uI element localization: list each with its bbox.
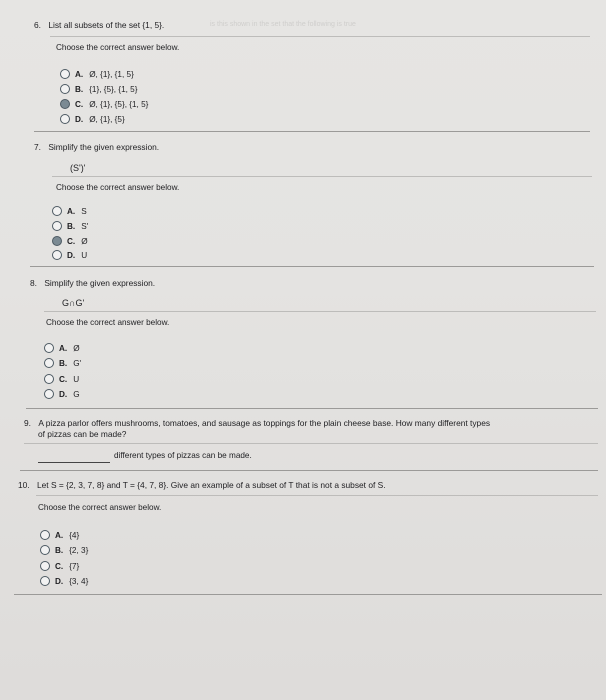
radio-button[interactable] bbox=[44, 389, 54, 399]
option-letter: C. bbox=[59, 374, 68, 384]
divider bbox=[24, 443, 598, 444]
radio-button[interactable] bbox=[60, 69, 70, 79]
bleed-through-text: is this shown in the set that the following is true bbox=[210, 21, 356, 28]
radio-button[interactable] bbox=[40, 576, 50, 586]
radio-button[interactable] bbox=[52, 221, 62, 231]
divider bbox=[26, 408, 598, 409]
option-letter: D. bbox=[59, 389, 68, 399]
option-text: {1}, {5}, {1, 5} bbox=[89, 84, 138, 94]
question-8-text: Simplify the given expression. bbox=[44, 278, 156, 288]
option-text: Ø, {1}, {5}, {1, 5} bbox=[89, 99, 149, 109]
question-6-number: 6. bbox=[34, 20, 41, 30]
radio-button[interactable] bbox=[60, 114, 70, 124]
question-8-prompt bbox=[30, 278, 155, 288]
question-7-prompt bbox=[34, 142, 159, 152]
radio-button[interactable] bbox=[40, 530, 50, 540]
question-9-text-line-2: of pizzas can be made? bbox=[38, 429, 127, 439]
question-10-text: Let S = {2, 3, 7, 8} and T = {4, 7, 8}. Give an example of a subset of T that is not a subset of S. bbox=[36, 480, 386, 490]
question-7-option-b[interactable] bbox=[52, 221, 88, 231]
question-9-answer-suffix: different types of pizzas can be made. bbox=[114, 451, 252, 460]
question-8-instruction: Choose the correct answer below. bbox=[46, 318, 170, 327]
option-text: U bbox=[73, 374, 80, 384]
radio-button[interactable] bbox=[60, 99, 70, 109]
option-letter: B. bbox=[59, 358, 68, 368]
option-letter: D. bbox=[67, 250, 76, 260]
question-6-option-b[interactable] bbox=[60, 84, 137, 94]
option-letter: A. bbox=[75, 69, 84, 79]
question-9-prompt bbox=[24, 418, 594, 429]
radio-button[interactable] bbox=[44, 374, 54, 384]
radio-button[interactable] bbox=[40, 545, 50, 555]
radio-button[interactable] bbox=[60, 84, 70, 94]
option-letter: A. bbox=[59, 343, 68, 353]
divider bbox=[14, 594, 602, 595]
divider bbox=[52, 176, 592, 177]
question-8-option-b[interactable] bbox=[44, 358, 81, 368]
question-10-number: 10. bbox=[18, 480, 30, 490]
option-text: {2, 3} bbox=[69, 545, 89, 555]
question-10-prompt bbox=[18, 480, 386, 490]
question-9-answer-input[interactable] bbox=[38, 462, 110, 463]
option-text: Ø bbox=[81, 236, 88, 246]
radio-button[interactable] bbox=[44, 358, 54, 368]
radio-button[interactable] bbox=[40, 561, 50, 571]
option-text: {4} bbox=[69, 530, 80, 540]
option-text: Ø bbox=[73, 343, 80, 353]
question-6-option-c[interactable] bbox=[60, 99, 148, 109]
option-text: S bbox=[81, 206, 87, 216]
question-7-option-d[interactable] bbox=[52, 250, 87, 260]
option-letter: B. bbox=[75, 84, 84, 94]
question-8-option-a[interactable] bbox=[44, 343, 80, 353]
divider bbox=[30, 266, 594, 267]
option-letter: D. bbox=[75, 114, 84, 124]
question-10-option-b[interactable] bbox=[40, 545, 88, 555]
option-text: U bbox=[81, 250, 88, 260]
option-letter: A. bbox=[67, 206, 76, 216]
question-7-instruction: Choose the correct answer below. bbox=[56, 183, 180, 192]
divider bbox=[50, 36, 590, 37]
question-7-expression: (S')' bbox=[70, 163, 86, 173]
divider bbox=[36, 495, 598, 496]
option-letter: C. bbox=[55, 561, 64, 571]
option-text: G bbox=[73, 389, 80, 399]
question-6-prompt bbox=[34, 20, 164, 30]
question-6-option-d[interactable] bbox=[60, 114, 125, 124]
radio-button[interactable] bbox=[52, 236, 62, 246]
question-8-number: 8. bbox=[30, 278, 37, 288]
question-10-option-c[interactable] bbox=[40, 561, 79, 571]
question-10-option-d[interactable] bbox=[40, 576, 88, 586]
question-7-number: 7. bbox=[34, 142, 41, 152]
option-letter: B. bbox=[55, 545, 64, 555]
radio-button[interactable] bbox=[52, 206, 62, 216]
option-text: {3, 4} bbox=[69, 576, 89, 586]
divider bbox=[34, 131, 590, 132]
option-letter: D. bbox=[55, 576, 64, 586]
question-8-option-c[interactable] bbox=[44, 374, 79, 384]
question-6-text: List all subsets of the set {1, 5}. bbox=[48, 20, 165, 30]
question-8-expression: G∩G' bbox=[62, 298, 85, 308]
divider bbox=[44, 311, 596, 312]
question-10-option-a[interactable] bbox=[40, 530, 79, 540]
option-letter: C. bbox=[67, 236, 76, 246]
question-9-number: 9. bbox=[24, 418, 31, 428]
option-text: {7} bbox=[69, 561, 80, 571]
option-text: Ø, {1}, {5} bbox=[89, 114, 125, 124]
option-text: G' bbox=[73, 358, 82, 368]
question-6-instruction: Choose the correct answer below. bbox=[56, 43, 180, 52]
option-text: Ø, {1}, {1, 5} bbox=[89, 69, 134, 79]
question-8-option-d[interactable] bbox=[44, 389, 80, 399]
question-10-instruction: Choose the correct answer below. bbox=[38, 503, 162, 512]
option-letter: C. bbox=[75, 99, 84, 109]
question-7-option-a[interactable] bbox=[52, 206, 87, 216]
option-letter: A. bbox=[55, 530, 64, 540]
question-6-option-a[interactable] bbox=[60, 69, 134, 79]
radio-button[interactable] bbox=[44, 343, 54, 353]
question-7-option-c[interactable] bbox=[52, 236, 88, 246]
question-9-text-line-1: A pizza parlor offers mushrooms, tomatoes, and sausage as toppings for the plain cheese base. How many different types bbox=[38, 418, 491, 428]
question-7-text: Simplify the given expression. bbox=[48, 142, 160, 152]
radio-button[interactable] bbox=[52, 250, 62, 260]
option-text: S' bbox=[81, 221, 89, 231]
option-letter: B. bbox=[67, 221, 76, 231]
divider bbox=[20, 470, 598, 471]
